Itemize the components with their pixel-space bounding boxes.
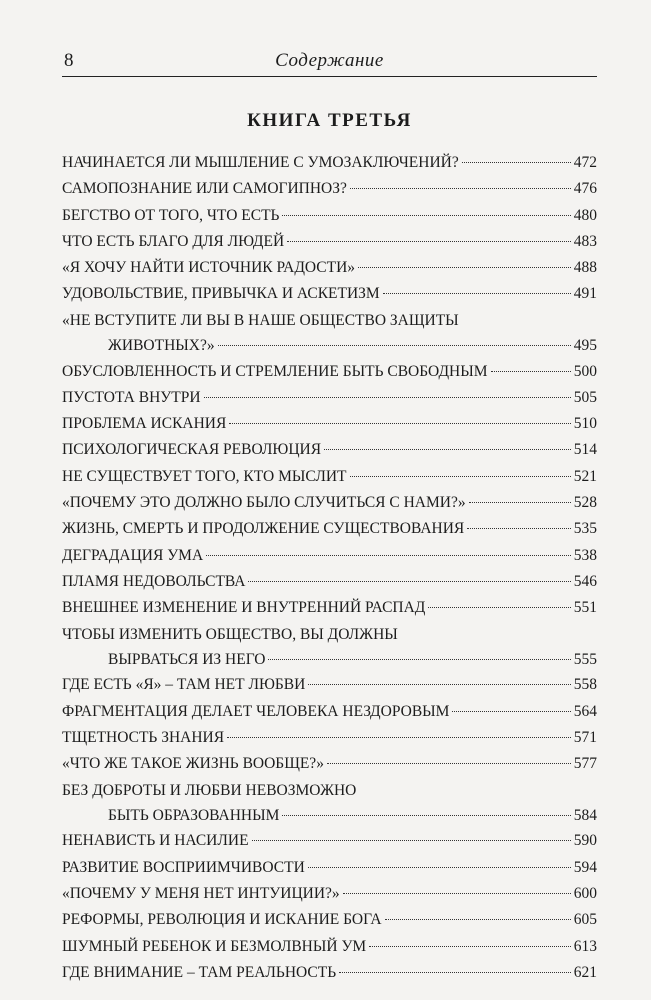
dot-leader <box>350 188 571 189</box>
toc-entry <box>62 437 597 463</box>
dot-leader <box>282 815 570 816</box>
toc-entry-title: ПСИХОЛОГИЧЕСКАЯ РЕВОЛЮЦИЯ <box>62 441 322 459</box>
page-number: 8 <box>64 50 74 71</box>
toc-entry-title: БЕЗ ДОБРОТЫ И ЛЮБВИ НЕВОЗМОЖНО <box>62 781 357 799</box>
toc-page-number: 546 <box>573 572 597 590</box>
dot-leader <box>385 919 571 920</box>
toc-entry <box>62 725 597 751</box>
toc-entry-title: ЧТО ЕСТЬ БЛАГО ДЛЯ ЛЮДЕЙ <box>62 232 285 250</box>
toc-entry-title: «НЕ ВСТУПИТЕ ЛИ ВЫ В НАШЕ ОБЩЕСТВО ЗАЩИТЫ <box>62 311 459 329</box>
dot-leader <box>308 867 571 868</box>
dot-leader <box>339 972 571 973</box>
toc-entry <box>62 308 597 359</box>
toc-entry-title: ГДЕ ЕСТЬ «Я» – ТАМ НЕТ ЛЮБВИ <box>62 676 306 694</box>
toc-entry <box>62 359 597 385</box>
running-title: Содержание <box>275 50 384 71</box>
dot-leader <box>469 502 571 503</box>
toc-entry-title: УДОВОЛЬСТВИЕ, ПРИВЫЧКА И АСКЕТИЗМ <box>62 285 380 303</box>
toc-entry <box>62 203 597 229</box>
toc-entry <box>62 176 597 202</box>
dot-leader <box>287 241 571 242</box>
dot-leader <box>369 946 571 947</box>
toc-page-number: 564 <box>573 702 597 720</box>
dot-leader <box>268 659 570 660</box>
dot-leader <box>204 397 571 398</box>
dot-leader <box>350 476 571 477</box>
toc-entry <box>62 411 597 437</box>
book-title: КНИГА ТРЕТЬЯ <box>247 110 412 131</box>
toc-page-number: 621 <box>573 963 597 981</box>
toc-page-number: 605 <box>573 911 597 929</box>
dot-leader <box>206 555 571 556</box>
toc-entry <box>62 960 597 986</box>
toc-entry-title: БЫТЬ ОБРАЗОВАННЫМ <box>108 806 280 824</box>
toc-page-number: 505 <box>573 388 597 406</box>
toc-page-number: 472 <box>573 154 597 171</box>
toc-page-number: 538 <box>573 546 597 564</box>
dot-leader <box>491 371 571 372</box>
toc-page-number: 558 <box>573 676 597 694</box>
toc-entry-title: ДЕГРАДАЦИЯ УМА <box>62 546 204 564</box>
toc-entry-title: «ПОЧЕМУ ЭТО ДОЛЖНО БЫЛО СЛУЧИТЬСЯ С НАМИ?» <box>62 494 466 512</box>
toc-entry-title: ПРОБЛЕМА ИСКАНИЯ <box>62 415 227 433</box>
toc-page-number: 577 <box>573 755 597 773</box>
toc-entry-title: ЧТОБЫ ИЗМЕНИТЬ ОБЩЕСТВО, ВЫ ДОЛЖНЫ <box>62 625 398 643</box>
toc-entry <box>62 385 597 411</box>
toc-page-number: 535 <box>573 520 597 538</box>
toc-page-number: 495 <box>573 337 597 355</box>
toc-entry <box>62 881 597 907</box>
dot-leader <box>282 215 570 216</box>
toc-entry-title: ШУМНЫЙ РЕБЕНОК И БЕЗМОЛВНЫЙ УМ <box>62 937 367 955</box>
toc-entry <box>62 490 597 516</box>
toc-page-number: 514 <box>573 441 597 459</box>
toc-page-number: 590 <box>573 832 597 850</box>
toc-page-number: 528 <box>573 494 597 512</box>
toc-page-number: 600 <box>573 884 597 902</box>
toc-entry <box>62 907 597 933</box>
dot-leader <box>324 449 571 450</box>
toc-entry-title: ГДЕ ВНИМАНИЕ – ТАМ РЕАЛЬНОСТЬ <box>62 963 337 981</box>
toc-entry-title: ПУСТОТА ВНУТРИ <box>62 388 201 406</box>
toc-entry-title: НАЧИНАЕТСЯ ЛИ МЫШЛЕНИЕ С УМОЗАКЛЮЧЕНИЙ? <box>62 154 459 171</box>
toc-entry-title: «ПОЧЕМУ У МЕНЯ НЕТ ИНТУИЦИИ?» <box>62 884 340 902</box>
toc-entry-title: БЕГСТВО ОТ ТОГО, ЧТО ЕСТЬ <box>62 206 280 224</box>
toc-entry <box>62 622 597 673</box>
toc-page-number: 483 <box>573 232 597 250</box>
toc-entry-title: ЖИЗНЬ, СМЕРТЬ И ПРОДОЛЖЕНИЕ СУЩЕСТВОВАНИЯ <box>62 520 465 538</box>
toc-page-number: 476 <box>573 180 597 198</box>
toc-entry <box>62 934 597 960</box>
toc-entry-title: ЖИВОТНЫХ?» <box>108 337 215 355</box>
toc-entry <box>62 569 597 595</box>
toc-entry-title: САМОПОЗНАНИЕ ИЛИ САМОГИПНОЗ? <box>62 180 347 198</box>
table-of-contents <box>62 150 597 986</box>
dot-leader <box>428 607 570 608</box>
toc-entry-title: РЕФОРМЫ, РЕВОЛЮЦИЯ И ИСКАНИЕ БОГА <box>62 911 382 929</box>
toc-page-number: 488 <box>573 259 597 277</box>
toc-page-number: 480 <box>573 206 597 224</box>
toc-page-number: 500 <box>573 362 597 380</box>
toc-entry <box>62 150 597 176</box>
toc-entry <box>62 778 597 829</box>
toc-entry-title: «Я ХОЧУ НАЙТИ ИСТОЧНИК РАДОСТИ» <box>62 259 356 277</box>
toc-entry-title: НЕ СУЩЕСТВУЕТ ТОГО, КТО МЫСЛИТ <box>62 467 347 485</box>
toc-entry <box>62 255 597 281</box>
toc-entry-title: ВЫРВАТЬСЯ ИЗ НЕГО <box>108 650 266 668</box>
dot-leader <box>343 893 571 894</box>
toc-entry <box>62 516 597 542</box>
toc-entry-title: «ЧТО ЖЕ ТАКОЕ ЖИЗНЬ ВООБЩЕ?» <box>62 755 324 773</box>
page-header <box>62 50 597 76</box>
dot-leader <box>467 528 570 529</box>
dot-leader <box>218 345 571 346</box>
toc-entry-title: ПЛАМЯ НЕДОВОЛЬСТВА <box>62 572 246 590</box>
toc-entry-title: ВНЕШНЕЕ ИЗМЕНЕНИЕ И ВНУТРЕННИЙ РАСПАД <box>62 599 426 617</box>
dot-leader <box>248 581 570 582</box>
toc-entry <box>62 595 597 621</box>
dot-leader <box>327 763 571 764</box>
toc-entry-title: ФРАГМЕНТАЦИЯ ДЕЛАЕТ ЧЕЛОВЕКА НЕЗДОРОВЫМ <box>62 702 450 720</box>
toc-page-number: 555 <box>573 650 597 668</box>
toc-page-number: 521 <box>573 467 597 485</box>
toc-entry <box>62 543 597 569</box>
toc-page-number: 594 <box>573 858 597 876</box>
toc-page-number: 613 <box>573 937 597 955</box>
toc-entry-title: ТЩЕТНОСТЬ ЗНАНИЯ <box>62 728 225 746</box>
toc-entry <box>62 699 597 725</box>
toc-page-number: 551 <box>573 599 597 617</box>
toc-entry-title: НЕНАВИСТЬ И НАСИЛИЕ <box>62 832 249 850</box>
toc-entry <box>62 751 597 777</box>
dot-leader <box>383 293 571 294</box>
toc-entry <box>62 464 597 490</box>
toc-page-number: 584 <box>573 806 597 824</box>
toc-entry <box>62 855 597 881</box>
dot-leader <box>229 423 570 424</box>
dot-leader <box>462 162 571 163</box>
toc-entry <box>62 828 597 854</box>
toc-page-number: 491 <box>573 285 597 303</box>
dot-leader <box>358 267 571 268</box>
toc-page-number: 571 <box>573 728 597 746</box>
dot-leader <box>227 737 571 738</box>
toc-entry-title: РАЗВИТИЕ ВОСПРИИМЧИВОСТИ <box>62 858 305 876</box>
toc-entry <box>62 672 597 698</box>
toc-entry <box>62 229 597 255</box>
toc-entry <box>62 281 597 307</box>
dot-leader <box>452 711 570 712</box>
toc-page-number: 510 <box>573 415 597 433</box>
dot-leader <box>252 840 571 841</box>
toc-entry-title: ОБУСЛОВЛЕННОСТЬ И СТРЕМЛЕНИЕ БЫТЬ СВОБОДНЫМ <box>62 362 488 380</box>
header-rule <box>62 76 597 77</box>
dot-leader <box>308 684 570 685</box>
